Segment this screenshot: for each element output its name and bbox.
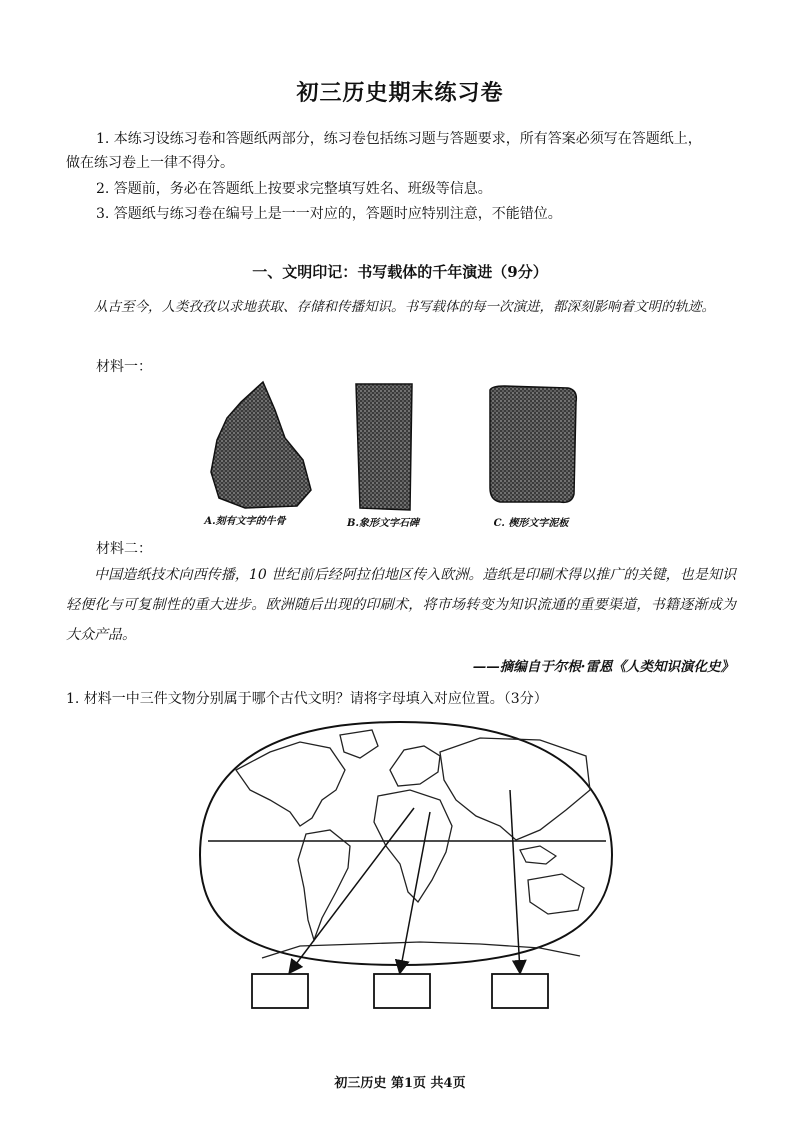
clay-tablet-artifact-image — [484, 384, 580, 506]
south-america-landmass — [298, 830, 350, 940]
map-outline — [200, 722, 612, 965]
material-2-citation: ——摘编自于尔根·雷恩《人类知识演化史》 — [472, 659, 734, 675]
material-2-label: 材料二： — [96, 541, 152, 557]
material-1-label: 材料一： — [96, 359, 152, 375]
answer-box-2 — [374, 974, 430, 1008]
southeast-asia-islands — [520, 846, 556, 864]
antarctica-landmass — [262, 942, 580, 958]
answer-box-3 — [492, 974, 548, 1008]
question-1: 1. 材料一中三件文物分别属于哪个古代文明？请将字母填入对应位置。（3分） — [66, 691, 548, 707]
artifact-b-caption: B.象形文字石碑 — [347, 518, 419, 529]
material-2-text: 中国造纸技术向西传播，10 世纪前后经阿拉伯地区传入欧洲。造纸是印刷术得以推广的关键，也是知识轻便化与可复制性的重大进步。欧洲随后出现的印刷术，将市场转变为知识流通的重要渠道，书籍逐渐成为大众产品。 — [66, 567, 736, 643]
artifact-c-caption: C. 楔形文字泥板 — [493, 518, 569, 529]
notice-item-3: 3. 答题纸与练习卷在编号上是一一对应的，答题时应特别注意，不能错位。 — [96, 206, 562, 222]
arrow-to-box-1 — [290, 808, 414, 972]
greenland-landmass — [340, 730, 378, 758]
notice-item-1-continued: 做在练习卷上一律不得分。 — [66, 155, 234, 171]
north-america-landmass — [236, 742, 345, 826]
arrow-to-box-2 — [400, 812, 430, 972]
europe-landmass — [390, 746, 440, 786]
section-title: 一、文明印记：书写载体的千年演进（9分） — [252, 263, 548, 281]
australia-landmass — [528, 874, 584, 914]
bone-artifact-image — [205, 380, 317, 512]
asia-landmass — [440, 738, 590, 840]
notice-item-2: 2. 答题前，务必在答题纸上按要求完整填写姓名、班级等信息。 — [96, 181, 492, 197]
africa-landmass — [374, 790, 452, 902]
artifact-a-caption: A.刻有文字的牛骨 — [204, 516, 286, 527]
page-title: 初三历史期末练习卷 — [296, 80, 504, 106]
section-intro: 从古至今，人类孜孜以求地获取、存储和传播知识。书写载体的每一次演进，都深刻影响着文明的轨迹。 — [94, 299, 715, 315]
arrow-to-box-3 — [510, 790, 520, 972]
notice-item-1: 1. 本练习设练习卷和答题纸两部分，练习卷包括练习题与答题要求，所有答案必须写在答题纸上， — [96, 131, 702, 147]
page-footer: 初三历史 第1页 共4页 — [334, 1076, 466, 1091]
answer-box-1 — [252, 974, 308, 1008]
stele-artifact-image — [352, 382, 416, 512]
